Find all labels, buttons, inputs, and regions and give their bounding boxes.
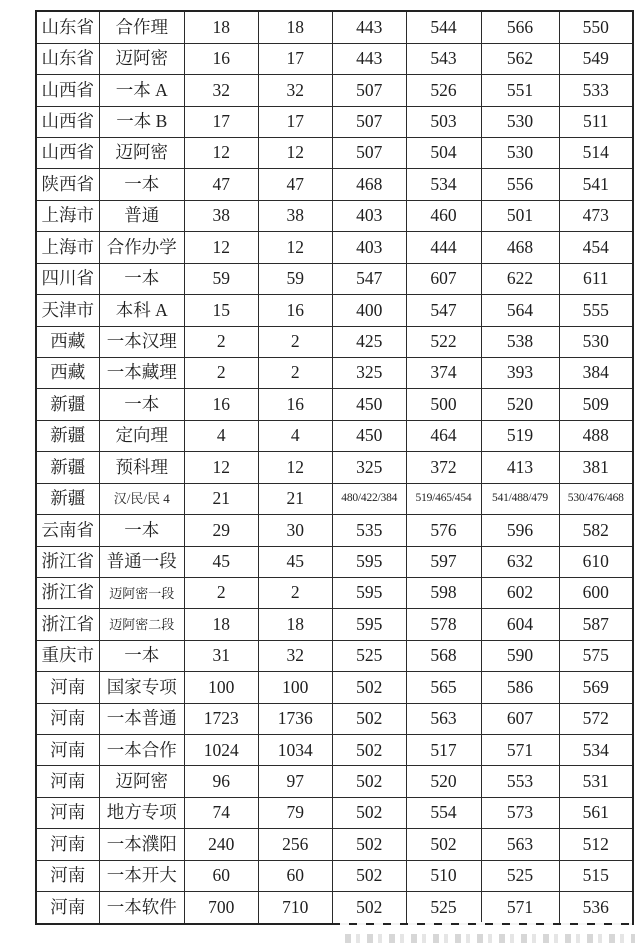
cell-score-1: 502 — [333, 797, 407, 828]
table-row — [36, 860, 633, 891]
cell-score-3: 596 — [481, 515, 559, 546]
cell-count-2: 47 — [258, 169, 333, 200]
cell-count-1: 2 — [185, 357, 259, 388]
cell-province: 云南省 — [36, 515, 99, 546]
cell-score-3: 468 — [481, 232, 559, 263]
cell-province: 上海市 — [36, 200, 99, 231]
cell-score-3: 501 — [481, 200, 559, 231]
cell-score-1: 507 — [333, 138, 407, 169]
table-row — [36, 735, 633, 766]
table-row — [36, 609, 633, 640]
cell-score-1: 400 — [333, 295, 407, 326]
cell-type: 迈阿密 — [99, 138, 185, 169]
cell-count-1: 12 — [185, 138, 259, 169]
cell-count-2: 1736 — [258, 703, 333, 734]
cell-count-1: 2 — [185, 326, 259, 357]
cell-type: 一本汉理 — [99, 326, 185, 357]
cell-score-4: 587 — [559, 609, 633, 640]
cell-score-4: 381 — [559, 452, 633, 483]
cell-score-4: 561 — [559, 797, 633, 828]
cell-score-1: 507 — [333, 75, 407, 106]
cell-score-2: 607 — [406, 263, 481, 294]
cell-type: 定向理 — [99, 420, 185, 451]
cell-score-3: 632 — [481, 546, 559, 577]
cell-type: 一本濮阳 — [99, 829, 185, 860]
table-row — [36, 546, 633, 577]
table-row — [36, 106, 633, 137]
cell-count-1: 18 — [185, 609, 259, 640]
cell-count-2: 32 — [258, 640, 333, 671]
table-row — [36, 766, 633, 797]
table-row — [36, 672, 633, 703]
cell-score-2: 525 — [406, 892, 481, 924]
cell-score-2: 522 — [406, 326, 481, 357]
cell-score-1: 443 — [333, 11, 407, 43]
cell-score-4: 575 — [559, 640, 633, 671]
cell-province: 西藏 — [36, 326, 99, 357]
cell-score-2: 372 — [406, 452, 481, 483]
table-row — [36, 357, 633, 388]
cell-score-1: 507 — [333, 106, 407, 137]
cell-score-4: 536 — [559, 892, 633, 924]
cell-score-2: 578 — [406, 609, 481, 640]
cell-score-3: 586 — [481, 672, 559, 703]
cell-score-2: 503 — [406, 106, 481, 137]
cell-score-3: 573 — [481, 797, 559, 828]
admission-scores-table — [35, 10, 634, 925]
cell-count-1: 12 — [185, 452, 259, 483]
cell-count-1: 96 — [185, 766, 259, 797]
cell-count-1: 240 — [185, 829, 259, 860]
cell-count-2: 30 — [258, 515, 333, 546]
cell-score-3: 571 — [481, 735, 559, 766]
cell-type: 迈阿密 — [99, 43, 185, 74]
table-row — [36, 515, 633, 546]
table-row — [36, 263, 633, 294]
cell-score-4: 531 — [559, 766, 633, 797]
cell-count-1: 18 — [185, 11, 259, 43]
cell-count-2: 17 — [258, 43, 333, 74]
table-row — [36, 169, 633, 200]
cell-province: 河南 — [36, 829, 99, 860]
cell-score-3: 590 — [481, 640, 559, 671]
cell-score-3: 393 — [481, 357, 559, 388]
cell-score-2: 565 — [406, 672, 481, 703]
cell-count-1: 700 — [185, 892, 259, 924]
cell-province: 山东省 — [36, 11, 99, 43]
cell-score-2: 598 — [406, 577, 481, 608]
cell-count-2: 32 — [258, 75, 333, 106]
cell-count-2: 12 — [258, 452, 333, 483]
cell-count-2: 2 — [258, 577, 333, 608]
cell-score-4: 473 — [559, 200, 633, 231]
cell-count-1: 31 — [185, 640, 259, 671]
cell-count-2: 710 — [258, 892, 333, 924]
cell-count-2: 18 — [258, 609, 333, 640]
cell-score-2: 500 — [406, 389, 481, 420]
table-row — [36, 420, 633, 451]
cell-count-1: 74 — [185, 797, 259, 828]
cell-province: 四川省 — [36, 263, 99, 294]
cell-score-3: 622 — [481, 263, 559, 294]
cell-count-2: 59 — [258, 263, 333, 294]
cell-count-2: 18 — [258, 11, 333, 43]
cell-province: 山东省 — [36, 43, 99, 74]
cell-score-1: 595 — [333, 609, 407, 640]
cell-score-1: 480/422/384 — [333, 483, 407, 514]
cell-type: 一本 — [99, 515, 185, 546]
cell-type: 一本 — [99, 640, 185, 671]
cell-score-2: 554 — [406, 797, 481, 828]
cell-count-1: 1024 — [185, 735, 259, 766]
cell-count-1: 1723 — [185, 703, 259, 734]
cell-type: 合作理 — [99, 11, 185, 43]
cell-score-4: 541 — [559, 169, 633, 200]
cell-score-2: 464 — [406, 420, 481, 451]
cell-score-3: 556 — [481, 169, 559, 200]
table-row — [36, 577, 633, 608]
cell-type: 迈阿密 — [99, 766, 185, 797]
cell-score-2: 568 — [406, 640, 481, 671]
cell-score-3: 413 — [481, 452, 559, 483]
table-row — [36, 892, 633, 924]
cell-province: 新疆 — [36, 483, 99, 514]
table-row — [36, 452, 633, 483]
cell-count-2: 2 — [258, 326, 333, 357]
cell-score-1: 325 — [333, 357, 407, 388]
cell-count-2: 16 — [258, 295, 333, 326]
cell-score-3: 551 — [481, 75, 559, 106]
cell-count-2: 21 — [258, 483, 333, 514]
cell-score-3: 563 — [481, 829, 559, 860]
cell-score-3: 530 — [481, 138, 559, 169]
table-row — [36, 11, 633, 43]
table-row — [36, 389, 633, 420]
cell-count-1: 100 — [185, 672, 259, 703]
cell-score-3: 519 — [481, 420, 559, 451]
cell-score-2: 520 — [406, 766, 481, 797]
cell-score-1: 502 — [333, 829, 407, 860]
cell-score-2: 510 — [406, 860, 481, 891]
table-row — [36, 43, 633, 74]
cell-count-1: 38 — [185, 200, 259, 231]
table-body — [36, 11, 633, 924]
cell-score-4: 533 — [559, 75, 633, 106]
cell-province: 河南 — [36, 672, 99, 703]
table-row — [36, 326, 633, 357]
table-row — [36, 703, 633, 734]
cell-province: 山西省 — [36, 106, 99, 137]
cell-type: 普通一段 — [99, 546, 185, 577]
cell-count-1: 32 — [185, 75, 259, 106]
cell-score-4: 550 — [559, 11, 633, 43]
cell-score-2: 597 — [406, 546, 481, 577]
cell-score-3: 553 — [481, 766, 559, 797]
cell-type: 一本 — [99, 389, 185, 420]
cell-score-4: 610 — [559, 546, 633, 577]
cell-score-1: 450 — [333, 389, 407, 420]
cell-type: 一本藏理 — [99, 357, 185, 388]
cell-score-3: 520 — [481, 389, 559, 420]
cell-score-4: 572 — [559, 703, 633, 734]
cell-count-2: 79 — [258, 797, 333, 828]
cell-count-2: 16 — [258, 389, 333, 420]
cell-score-4: 512 — [559, 829, 633, 860]
cell-score-3: 541/488/479 — [481, 483, 559, 514]
cell-score-3: 571 — [481, 892, 559, 924]
cell-count-1: 47 — [185, 169, 259, 200]
cell-score-3: 525 — [481, 860, 559, 891]
cell-score-2: 517 — [406, 735, 481, 766]
cell-score-2: 576 — [406, 515, 481, 546]
cell-count-1: 4 — [185, 420, 259, 451]
cell-count-2: 4 — [258, 420, 333, 451]
cell-score-2: 526 — [406, 75, 481, 106]
cell-type: 迈阿密二段 — [99, 609, 185, 640]
table-row — [36, 200, 633, 231]
cell-type: 地方专项 — [99, 797, 185, 828]
cell-count-2: 2 — [258, 357, 333, 388]
table-row — [36, 295, 633, 326]
table-row — [36, 138, 633, 169]
cell-count-1: 17 — [185, 106, 259, 137]
cell-count-1: 59 — [185, 263, 259, 294]
cell-province: 新疆 — [36, 420, 99, 451]
cell-score-2: 547 — [406, 295, 481, 326]
cell-province: 山西省 — [36, 138, 99, 169]
table-row — [36, 232, 633, 263]
cell-province: 陕西省 — [36, 169, 99, 200]
cell-province: 河南 — [36, 703, 99, 734]
cell-count-1: 16 — [185, 43, 259, 74]
cell-type: 一本普通 — [99, 703, 185, 734]
table-row — [36, 483, 633, 514]
cell-type: 一本 A — [99, 75, 185, 106]
cell-province: 河南 — [36, 797, 99, 828]
cell-count-2: 60 — [258, 860, 333, 891]
cell-province: 上海市 — [36, 232, 99, 263]
cell-score-4: 384 — [559, 357, 633, 388]
cell-score-4: 555 — [559, 295, 633, 326]
cell-score-2: 444 — [406, 232, 481, 263]
cell-province: 浙江省 — [36, 546, 99, 577]
cell-score-2: 502 — [406, 829, 481, 860]
cell-score-1: 595 — [333, 577, 407, 608]
cell-score-4: 582 — [559, 515, 633, 546]
cell-score-1: 468 — [333, 169, 407, 200]
cell-count-1: 16 — [185, 389, 259, 420]
cell-score-4: 514 — [559, 138, 633, 169]
cell-count-1: 60 — [185, 860, 259, 891]
cell-score-2: 563 — [406, 703, 481, 734]
cell-score-4: 534 — [559, 735, 633, 766]
cell-count-1: 2 — [185, 577, 259, 608]
cell-score-1: 525 — [333, 640, 407, 671]
cell-score-3: 566 — [481, 11, 559, 43]
cell-province: 浙江省 — [36, 609, 99, 640]
cell-score-2: 460 — [406, 200, 481, 231]
cell-score-2: 504 — [406, 138, 481, 169]
cell-score-1: 502 — [333, 735, 407, 766]
cell-score-2: 519/465/454 — [406, 483, 481, 514]
cell-score-1: 325 — [333, 452, 407, 483]
cell-province: 河南 — [36, 735, 99, 766]
cell-score-1: 443 — [333, 43, 407, 74]
cell-count-1: 45 — [185, 546, 259, 577]
cell-type: 一本 B — [99, 106, 185, 137]
cell-score-4: 454 — [559, 232, 633, 263]
cell-count-2: 38 — [258, 200, 333, 231]
cell-score-1: 595 — [333, 546, 407, 577]
table-row — [36, 829, 633, 860]
table-row — [36, 640, 633, 671]
cell-province: 天津市 — [36, 295, 99, 326]
cell-count-1: 12 — [185, 232, 259, 263]
cell-score-1: 502 — [333, 892, 407, 924]
cell-score-4: 509 — [559, 389, 633, 420]
cell-score-4: 611 — [559, 263, 633, 294]
cell-province: 重庆市 — [36, 640, 99, 671]
cell-type: 合作办学 — [99, 232, 185, 263]
cell-type: 国家专项 — [99, 672, 185, 703]
cell-score-3: 607 — [481, 703, 559, 734]
cell-score-4: 488 — [559, 420, 633, 451]
cell-count-2: 45 — [258, 546, 333, 577]
cell-score-4: 530 — [559, 326, 633, 357]
cell-score-1: 403 — [333, 232, 407, 263]
cell-score-3: 530 — [481, 106, 559, 137]
cell-score-4: 530/476/468 — [559, 483, 633, 514]
cell-count-2: 17 — [258, 106, 333, 137]
cell-type: 汉/民/民 4 — [99, 483, 185, 514]
cell-province: 新疆 — [36, 452, 99, 483]
cell-province: 河南 — [36, 860, 99, 891]
cell-province: 西藏 — [36, 357, 99, 388]
cell-count-1: 15 — [185, 295, 259, 326]
cell-type: 本科 A — [99, 295, 185, 326]
cell-score-1: 403 — [333, 200, 407, 231]
cell-type: 迈阿密一段 — [99, 577, 185, 608]
cell-province: 山西省 — [36, 75, 99, 106]
cell-score-4: 511 — [559, 106, 633, 137]
cell-count-2: 100 — [258, 672, 333, 703]
cell-count-2: 12 — [258, 232, 333, 263]
cell-score-1: 502 — [333, 860, 407, 891]
cell-type: 一本开大 — [99, 860, 185, 891]
cell-score-1: 425 — [333, 326, 407, 357]
cell-type: 一本合作 — [99, 735, 185, 766]
cell-count-2: 12 — [258, 138, 333, 169]
cell-count-1: 21 — [185, 483, 259, 514]
cell-score-3: 538 — [481, 326, 559, 357]
cell-score-2: 544 — [406, 11, 481, 43]
cell-score-3: 604 — [481, 609, 559, 640]
cell-count-2: 97 — [258, 766, 333, 797]
cell-score-4: 600 — [559, 577, 633, 608]
cell-type: 一本 — [99, 169, 185, 200]
cell-type: 一本软件 — [99, 892, 185, 924]
cell-score-1: 547 — [333, 263, 407, 294]
watermark — [345, 934, 635, 943]
cell-type: 预科理 — [99, 452, 185, 483]
cell-province: 河南 — [36, 766, 99, 797]
cell-score-1: 502 — [333, 672, 407, 703]
cell-score-2: 374 — [406, 357, 481, 388]
cell-count-1: 29 — [185, 515, 259, 546]
cell-score-1: 502 — [333, 703, 407, 734]
cell-count-2: 1034 — [258, 735, 333, 766]
cell-type: 普通 — [99, 200, 185, 231]
cell-score-3: 602 — [481, 577, 559, 608]
cell-score-3: 564 — [481, 295, 559, 326]
cell-type: 一本 — [99, 263, 185, 294]
table-row — [36, 75, 633, 106]
cell-score-4: 515 — [559, 860, 633, 891]
cell-score-1: 502 — [333, 766, 407, 797]
cell-count-2: 256 — [258, 829, 333, 860]
table-row — [36, 797, 633, 828]
cell-province: 浙江省 — [36, 577, 99, 608]
cell-score-2: 543 — [406, 43, 481, 74]
cell-score-3: 562 — [481, 43, 559, 74]
cell-province: 新疆 — [36, 389, 99, 420]
cell-score-2: 534 — [406, 169, 481, 200]
cell-score-4: 549 — [559, 43, 633, 74]
cell-province: 河南 — [36, 892, 99, 924]
cell-score-1: 535 — [333, 515, 407, 546]
cell-score-1: 450 — [333, 420, 407, 451]
cell-score-4: 569 — [559, 672, 633, 703]
